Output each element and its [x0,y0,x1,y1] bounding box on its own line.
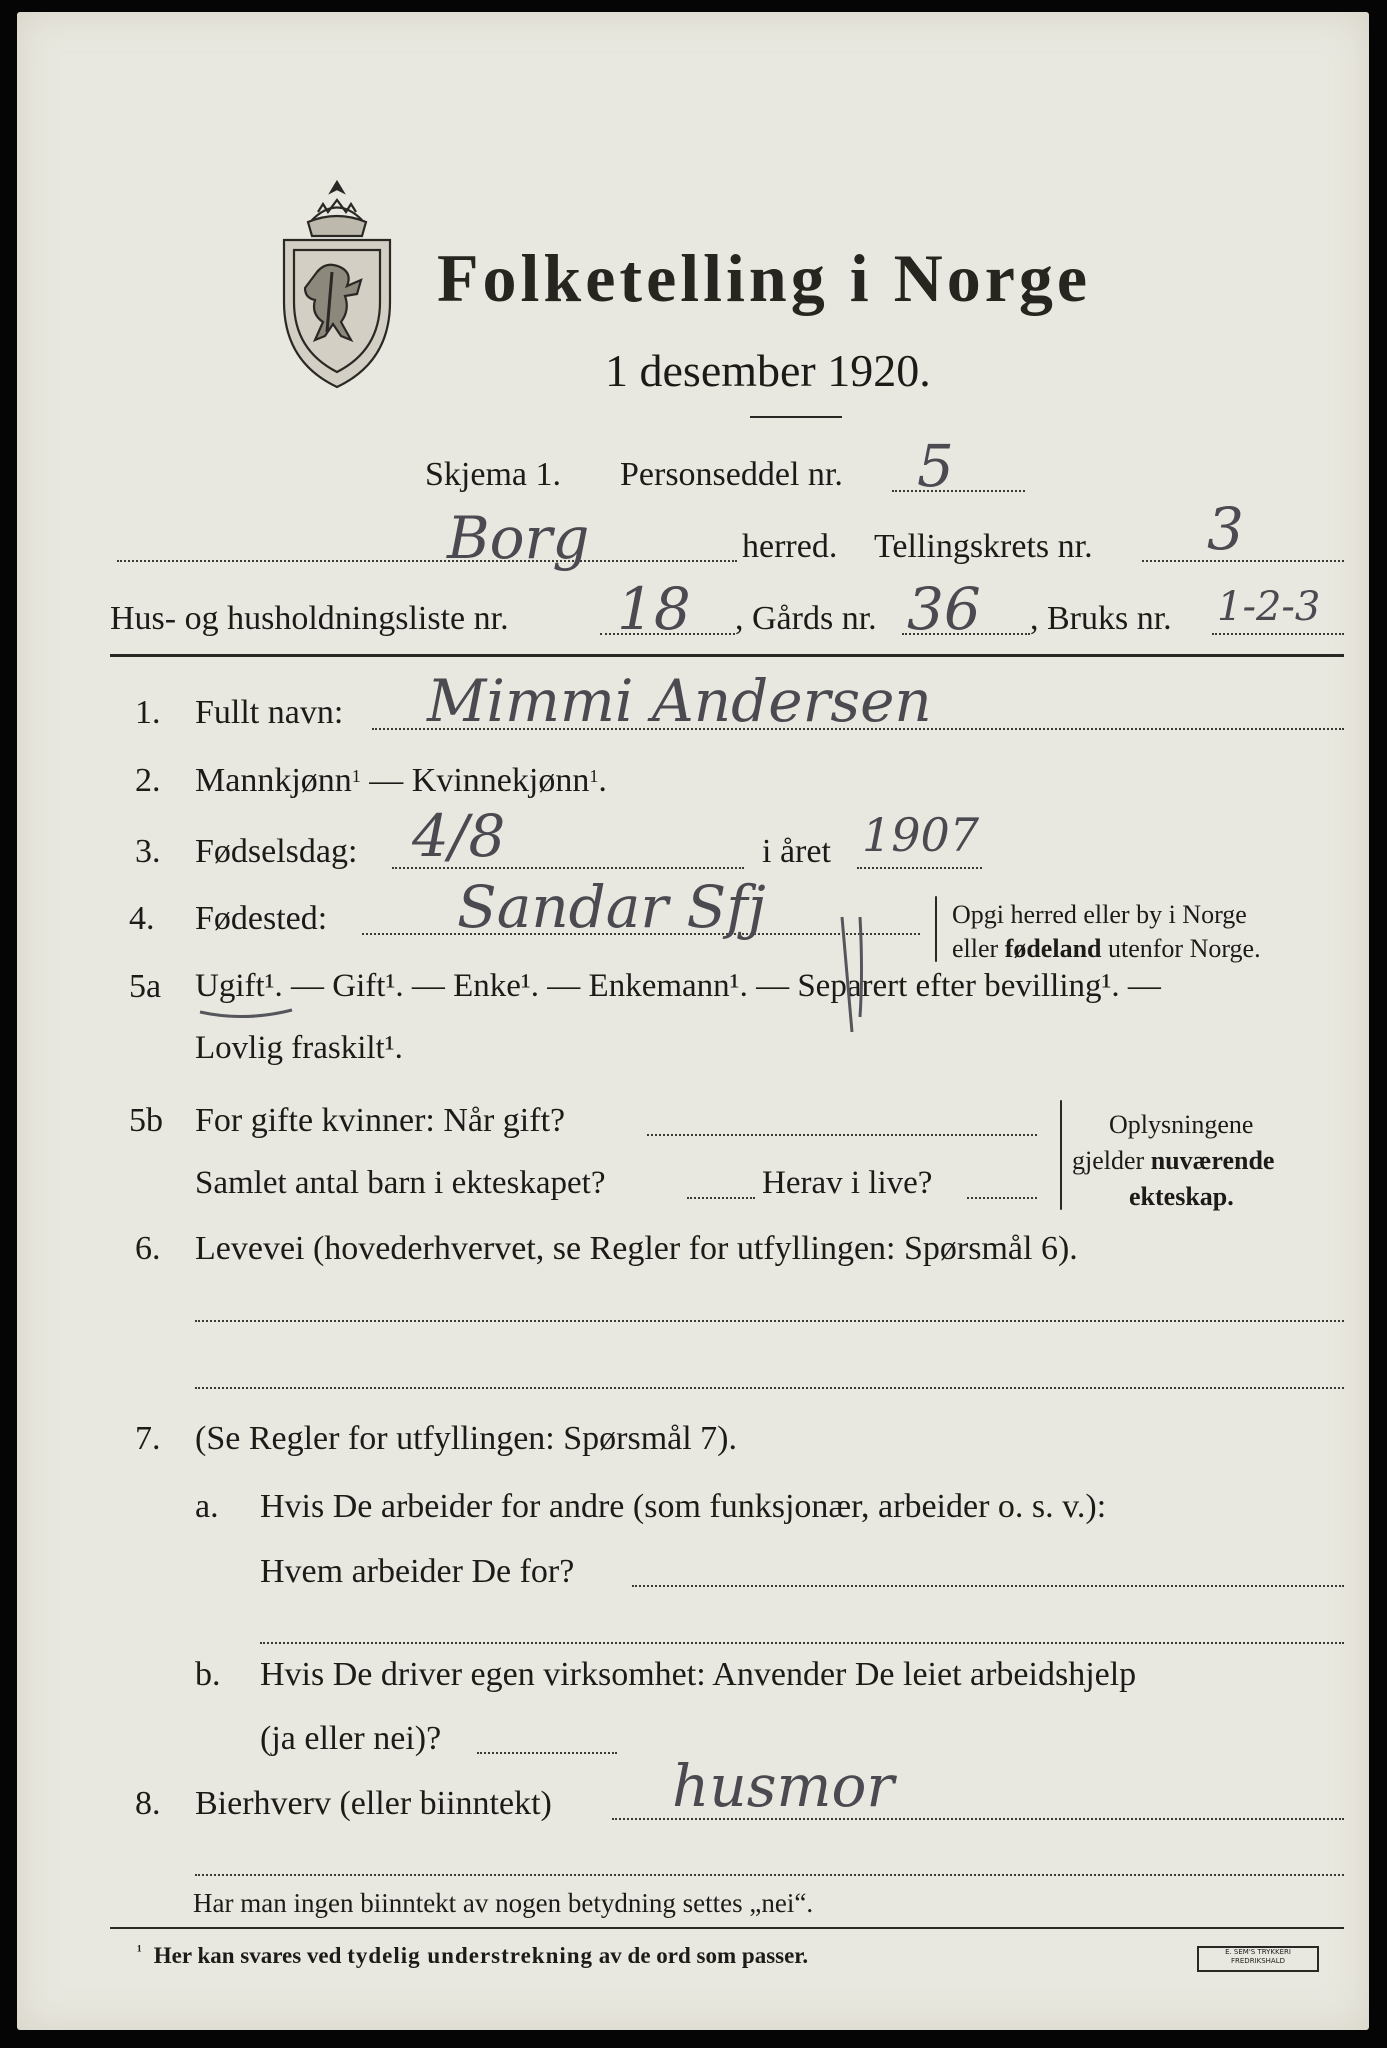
tellingskrets-label: Tellingskrets nr. [874,528,1093,565]
q1-label: Fullt navn: [195,694,344,731]
married-date-field[interactable] [647,1134,1037,1136]
employer-field[interactable] [632,1585,1344,1587]
q4-label: Fødested: [195,900,328,937]
children-alive-field[interactable] [967,1197,1037,1199]
personseddel-field[interactable] [892,490,1025,492]
employer-field-2[interactable] [260,1642,1344,1644]
personseddel-label: Personseddel nr. [620,456,843,493]
footer-divider [110,1927,1344,1929]
q7a-letter: a. [195,1488,219,1525]
full-name-value: Mimmi Andersen [427,667,932,735]
bruks-value: 1-2-3 [1217,584,1321,630]
q5b-note-line3: ekteskap. [1129,1182,1234,1211]
q5b-note-brace [1060,1100,1062,1210]
q2-options: Mannkjønn$^1$ — Kvinnekjønn$^1$. [195,762,607,799]
q6-label: Levevei (hovederhvervet, se Regler for utfyllingen: Spørsmål 6). [195,1230,1078,1267]
ugift-underline-mark [197,1002,297,1022]
hus-value: 18 [617,575,691,643]
q7-number: 7. [135,1420,161,1457]
census-form [17,12,1369,2030]
q5b-label: For gifte kvinner: Når gift? [195,1102,566,1139]
q8-label: Bierhverv (eller biinntekt) [195,1785,552,1822]
q7a-label: Hvis De arbeider for andre (som funksjonær, arbeider o. s. v.): [260,1488,1107,1525]
skjema-label: Skjema 1. [425,456,561,493]
q7-label: (Se Regler for utfyllingen: Spørsmål 7). [195,1420,738,1457]
gards-value: 36 [907,575,981,643]
birthday-value: 4/8 [412,802,506,870]
header-divider [110,654,1344,657]
handwritten-ditto-mark [822,912,882,1042]
children-total-field[interactable] [687,1197,755,1199]
herred-value: Borg [447,504,590,572]
tellingskrets-value: 3 [1207,495,1244,563]
q7b-sub-label: (ja eller nei)? [260,1720,442,1757]
q4-note-brace [935,896,937,962]
q5b-note-line2: gjelder nuværende [1072,1146,1275,1175]
gards-label: , Gårds nr. [735,600,877,637]
q4-number: 4. [129,900,155,937]
title-rule [750,416,842,418]
q7a-sub-label: Hvem arbeider De for? [260,1553,575,1590]
occupation-field-2[interactable] [195,1387,1344,1389]
herred-field[interactable] [117,560,737,562]
q7b-letter: b. [195,1656,221,1693]
q4-note-line2: eller fødeland utenfor Norge. [952,934,1261,963]
q5a-options[interactable]: Ugift¹. — Gift¹. — Enke¹. — Enkemann¹. — Separert efter bevilling¹. — [195,968,1161,1004]
side-income-field-2[interactable] [195,1874,1344,1876]
personseddel-value: 5 [917,432,954,500]
q5b-note-line1: Oplysningene [1109,1110,1254,1139]
footnote: $^{^1}$ Her kan svares ved tydelig understrekning av de ord som passer. [137,1943,809,1968]
q2-number: 2. [135,762,161,799]
census-date: 1 desember 1920. [605,345,931,396]
herred-label: herred. [742,528,838,565]
printer-stamp: E. SEM'S TRYKKERI FREDRIKSHALD [1197,1946,1319,1972]
q3-year-label: i året [762,833,831,870]
q3-number: 3. [135,833,161,870]
q8-number: 8. [135,1785,161,1822]
bruks-label: , Bruks nr. [1030,600,1172,637]
form-title: Folketelling i Norge [437,240,1092,316]
q6-number: 6. [135,1230,161,1267]
hired-help-field[interactable] [477,1752,617,1754]
bruks-field[interactable] [1212,633,1344,635]
norwegian-coat-of-arms-icon [272,172,402,397]
option-mannkjonn[interactable]: Mannkjønn [195,762,352,799]
q1-number: 1. [135,694,161,731]
q3-label: Fødselsdag: [195,833,358,870]
q5b-alive-label: Herav i live? [762,1165,933,1201]
q5b-children-label: Samlet antal barn i ekteskapet? [195,1165,606,1201]
birth-year-value: 1907 [862,808,980,862]
q5a-options-cont[interactable]: Lovlig fraskilt¹. [195,1030,403,1066]
birthplace-value: Sandar Sfj [457,873,766,941]
option-kvinnekjonn[interactable]: Kvinnekjønn [411,762,590,799]
hus-label: Hus- og husholdningsliste nr. [110,600,509,637]
q8-note: Har man ingen biinntekt av nogen betydning settes „nei“. [193,1888,814,1918]
q5b-number: 5b [129,1102,163,1139]
occupation-field-1[interactable] [195,1320,1344,1322]
birth-year-field[interactable] [857,867,982,869]
side-income-value: husmor [672,1752,895,1820]
q5a-number: 5a [129,968,162,1005]
q4-note-line1: Opgi herred eller by i Norge [952,900,1247,929]
q7b-label: Hvis De driver egen virksomhet: Anvender De leiet arbeidshjelp [260,1656,1137,1693]
